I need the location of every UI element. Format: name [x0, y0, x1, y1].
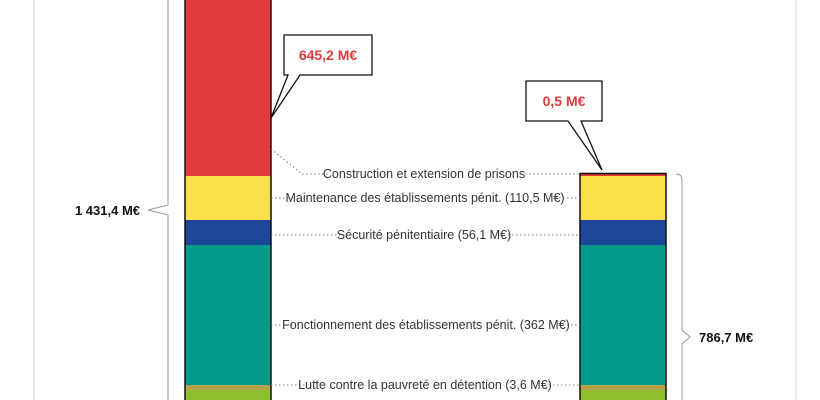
bar-right-maintenance	[580, 176, 666, 220]
guide-lines	[271, 149, 580, 385]
category-labels	[282, 167, 570, 392]
category-label-pauvrete: Lutte contre la pauvreté en détention (3,6 M€)	[298, 378, 552, 392]
bar-left-construction	[185, 0, 271, 176]
bar-right-fonctionnement	[580, 245, 666, 385]
category-label-construction: Construction et extension de prisons	[322, 167, 526, 181]
guide-construction-left	[271, 149, 328, 174]
total-label-left: 1 431,4 M€	[74, 203, 140, 218]
bar-left	[185, 0, 271, 400]
category-label-fonctionnement: Fonctionnement des établissements pénit. (362 M€)	[282, 318, 570, 332]
bar-left-securite	[185, 220, 271, 245]
callout-left	[271, 35, 372, 118]
callout-right-value: 0,5 M€	[542, 93, 586, 109]
callout-left-value: 645,2 M€	[298, 47, 358, 63]
bar-right-bottom	[580, 390, 666, 400]
category-label-securite: Sécurité pénitentiaire (56,1 M€)	[336, 228, 512, 242]
brace-right	[676, 174, 690, 400]
category-label-maintenance: Maintenance des établissements pénit. (110,5 M€)	[285, 191, 565, 205]
bar-left-fonctionnement	[185, 245, 271, 385]
bar-left-bottom	[185, 390, 271, 400]
brace-left	[148, 0, 168, 400]
total-label-right: 786,7 M€	[699, 330, 754, 345]
bar-left-pauvrete	[185, 385, 271, 390]
bar-right	[580, 174, 666, 400]
callout-right	[526, 81, 602, 170]
bar-right-pauvrete	[580, 385, 666, 390]
bar-right-securite	[580, 220, 666, 245]
bar-left-maintenance	[185, 176, 271, 220]
